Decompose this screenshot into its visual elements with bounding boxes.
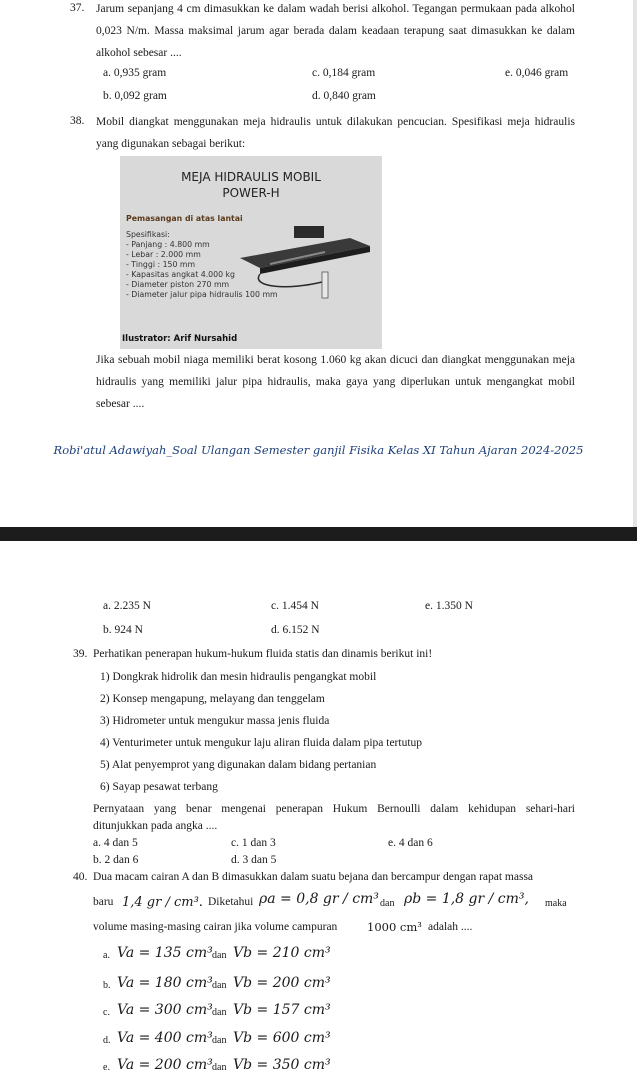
q38-text2: Jika sebuah mobil niaga memiliki berat kosong 1.060 kg akan dicuci dan diangkat menggunakan meja hidraulis yang memiliki jalur pipa hidraulis, maka gaya yang diperlukan untuk mengangkat mobil sebesar .... xyxy=(96,354,575,410)
q38-number: 38. xyxy=(70,115,85,127)
q40-option-a-va: Va = 135 cm³ xyxy=(117,945,213,961)
q40-option-b-vb: Vb = 200 cm³ xyxy=(233,975,331,991)
page-footer: Robi'atul Adawiyah_Soal Ulangan Semester ganjil Fisika Kelas XI Tahun Ajaran 2024-2025 xyxy=(53,443,584,457)
q38-option-e[interactable]: e. 1.350 N xyxy=(425,600,473,612)
q40-line3-a: volume masing-masing cairan jika volume campuran xyxy=(93,921,338,933)
q39-item-3: 3) Hidrometer untuk mengukur massa jenis fluida xyxy=(100,715,330,727)
q39-number: 39. xyxy=(73,648,88,660)
q40-rho-b: ρb = 1,8 gr / cm³, xyxy=(404,891,529,907)
q39-option-b[interactable]: b. 2 dan 6 xyxy=(93,854,139,866)
q37-text: Jarum sepanjang 4 cm dimasukkan ke dalam wadah berisi alkohol. Tegangan permukaan pada alkohol 0,023 N/m. Massa maksimal jarum agar berada dalam keadaan terapung saat dimasukkan ke dalam alkohol sebesar .... xyxy=(96,3,575,59)
q37-option-e[interactable]: e. 0,046 gram xyxy=(505,67,569,79)
q38-option-d[interactable]: d. 6.152 N xyxy=(271,624,320,636)
q40-option-c-vb: Vb = 157 cm³ xyxy=(233,1002,331,1018)
q40-option-c-label: c. xyxy=(103,1007,110,1018)
q40-option-c-dan: dan xyxy=(212,1007,227,1018)
q40-option-b-dan: dan xyxy=(212,980,227,991)
q38-option-c[interactable]: c. 1.454 N xyxy=(271,600,319,612)
q38-text: Mobil diangkat menggunakan meja hidraulis untuk dilakukan pencucian. Spesifikasi meja hidraulis yang digunakan sebagai berikut: xyxy=(96,116,575,150)
q39-item-4: 4) Venturimeter untuk mengukur laju aliran fluida dalam pipa tertutup xyxy=(100,737,423,749)
q40-option-d-vb: Vb = 600 cm³ xyxy=(233,1030,331,1046)
figure-title: MEJA HIDRAULIS MOBIL xyxy=(181,170,321,184)
q40-line3-b: adalah .... xyxy=(428,921,473,933)
q40-mix-volume: 1000 cm³ xyxy=(367,920,422,934)
q39-item-1: 1) Dongkrak hidrolik dan mesin hidraulis pengangkat mobil xyxy=(100,671,377,683)
q40-mix-density: 1,4 gr / cm³. xyxy=(122,895,203,910)
q39-item-6: 6) Sayap pesawat terbang xyxy=(100,781,218,793)
q39-item-2: 2) Konsep mengapung, melayang dan tenggelam xyxy=(100,693,325,705)
figure-spec-capacity: - Kapasitas angkat 4.000 kg xyxy=(126,270,236,279)
q39-option-c[interactable]: c. 1 dan 3 xyxy=(231,837,276,849)
q40-option-e-va: Va = 200 cm³ xyxy=(117,1057,213,1073)
q37-option-b[interactable]: b. 0,092 gram xyxy=(103,90,167,102)
q40-option-d-label: d. xyxy=(103,1035,111,1046)
q40-option-c-va: Va = 300 cm³ xyxy=(117,1002,213,1018)
q40-option-b-va: Va = 180 cm³ xyxy=(117,975,213,991)
q38-option-a[interactable]: a. 2.235 N xyxy=(103,600,151,612)
q40-option-b-label: b. xyxy=(103,980,111,991)
q40-option-e-label: e. xyxy=(103,1062,110,1073)
q39-statement-line2: ditunjukkan pada angka .... xyxy=(93,820,218,832)
q37-option-a[interactable]: a. 0,935 gram xyxy=(103,67,167,79)
q40-option-a-vb: Vb = 210 cm³ xyxy=(233,945,331,961)
q37-option-d[interactable]: d. 0,840 gram xyxy=(312,90,376,102)
q39-statement-line1: Pernyataan yang benar mengenai penerapan Hukum Bernoulli dalam kehidupan sehari-hari xyxy=(93,803,575,815)
q40-rho-a: ρa = 0,8 gr / cm³ xyxy=(259,891,379,907)
q40-line2-dan: dan xyxy=(380,898,395,909)
page-divider xyxy=(0,527,637,541)
q39-option-a[interactable]: a. 4 dan 5 xyxy=(93,837,138,849)
figure-spec-heading: Spesifikasi: xyxy=(126,230,170,239)
q40-option-e-dan: dan xyxy=(212,1062,227,1073)
q40-option-e-vb: Vb = 350 cm³ xyxy=(233,1057,331,1073)
q39-item-5: 5) Alat penyemprot yang digunakan dalam bidang pertanian xyxy=(100,759,377,771)
q39-option-e[interactable]: e. 4 dan 6 xyxy=(388,837,433,849)
q40-line2-baru: baru xyxy=(93,896,114,908)
table-block xyxy=(294,226,324,238)
q37-option-c[interactable]: c. 0,184 gram xyxy=(312,67,376,79)
q39-text: Perhatikan penerapan hukum-hukum fluida statis dan dinamis berikut ini! xyxy=(93,648,433,660)
q40-line2-diketahui: Diketahui xyxy=(208,896,254,908)
hydraulic-hose xyxy=(258,274,322,287)
figure-spec-width: - Lebar : 2.000 mm xyxy=(126,250,201,259)
q40-option-d-va: Va = 400 cm³ xyxy=(117,1030,213,1046)
q38-option-b[interactable]: b. 924 N xyxy=(103,624,143,636)
q40-number: 40. xyxy=(73,871,88,883)
figure-spec-length: - Panjang : 4.800 mm xyxy=(126,240,210,249)
figure-spec-pipe: - Diameter jalur pipa hidraulis 100 mm xyxy=(126,290,278,299)
figure-spec-piston: - Diameter piston 270 mm xyxy=(126,280,230,289)
q40-line2-maka: maka xyxy=(545,898,567,909)
figure-subtitle: POWER-H xyxy=(222,186,280,200)
q40-option-a-dan: dan xyxy=(212,950,227,961)
q37-number: 37. xyxy=(70,2,85,14)
q40-line1: Dua macam cairan A dan B dimasukkan dalam suatu bejana dan bercampur dengan rapat massa xyxy=(93,871,534,883)
hydraulic-table-figure xyxy=(120,156,382,349)
figure-illustrator: Ilustrator: Arif Nursahid xyxy=(122,334,238,344)
hydraulic-table-illustration xyxy=(230,218,380,308)
q40-option-a-label: a. xyxy=(103,950,110,961)
piston-cylinder xyxy=(322,272,328,298)
q39-option-d[interactable]: d. 3 dan 5 xyxy=(231,854,277,866)
figure-spec-height: - Tinggi : 150 mm xyxy=(126,260,196,269)
figure-install-note: Pemasangan di atas lantai xyxy=(126,214,243,223)
q40-option-d-dan: dan xyxy=(212,1035,227,1046)
